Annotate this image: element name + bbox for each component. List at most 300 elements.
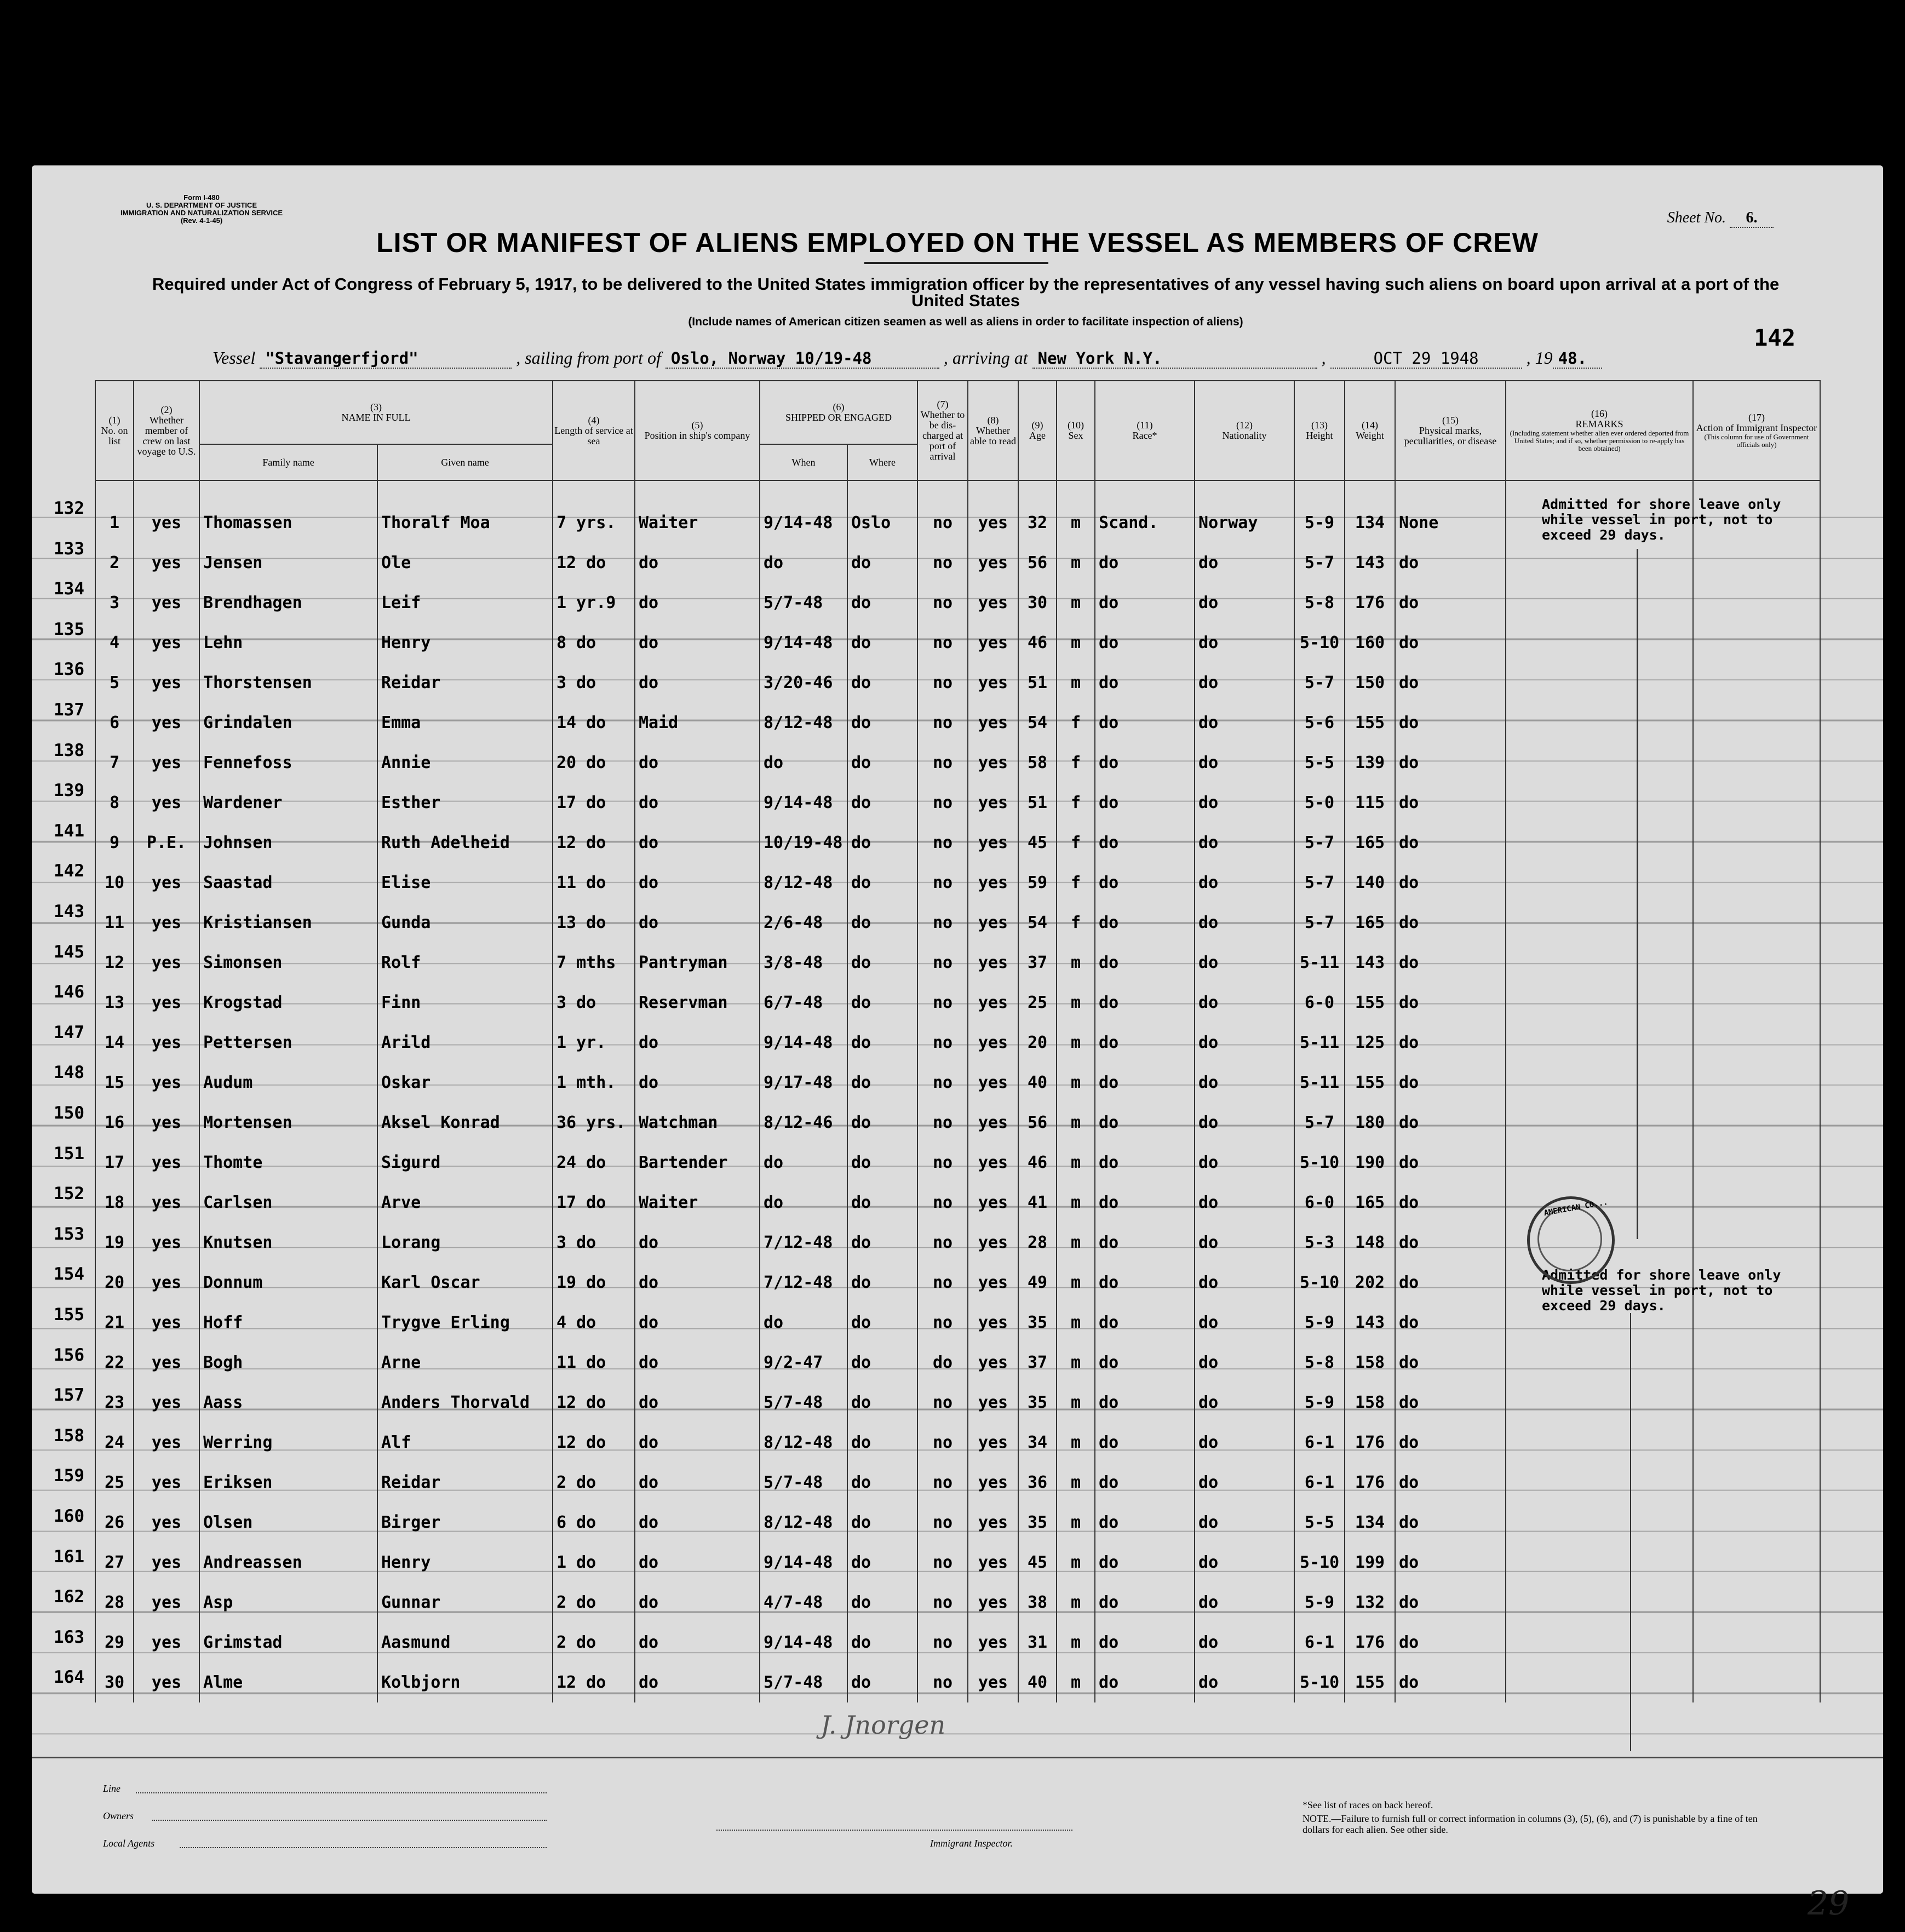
cell-height: 5-8 [1294,1343,1345,1383]
cell-where: do [847,1143,917,1183]
cell-age: 56 [1018,543,1057,583]
cell-disch: no [917,1623,968,1662]
cell-sex: f [1057,703,1095,743]
footer [32,1757,1883,1894]
remark-shore-leave-1: Admitted for shore leave only while vessel in port, not to exceed 29 days. [1542,496,1781,543]
sailing-label: , sailing from port of [516,348,661,368]
cell-read: yes [968,1503,1018,1543]
cell-weight: 165 [1345,823,1395,863]
cell-sex: m [1057,1143,1095,1183]
cell-weight: 176 [1345,583,1395,623]
cell-service: 1 yr. [553,1023,635,1063]
cell-marks: do [1395,1583,1506,1623]
sheet-label: Sheet No. [1667,209,1726,226]
col-header-spacer [1820,381,1842,480]
col-header-no: (1) No. on list [95,381,134,480]
cell-marks: do [1395,543,1506,583]
cell-where: do [847,703,917,743]
table-row [95,903,1842,943]
cell-read: yes [968,943,1018,983]
races-note: *See list of races on back hereof. [1302,1799,1433,1810]
cell-given: Annie [377,743,553,783]
cell-when: 9/17-48 [760,1063,847,1103]
cell-no: 3 [95,583,134,623]
cell-action [1693,983,1820,1023]
cell-no: 26 [95,1503,134,1543]
cell-no: 21 [95,1303,134,1343]
cell-weight: 115 [1345,783,1395,823]
cell-race: do [1095,783,1195,823]
cell-where: do [847,583,917,623]
cell-position: do [635,863,760,903]
table-row [95,663,1842,703]
cell-height: 5-0 [1294,783,1345,823]
cell-weight: 155 [1345,1662,1395,1702]
cell-when: 8/12-48 [760,1423,847,1463]
cell-service: 12 do [553,1662,635,1702]
cell-position: do [635,1662,760,1702]
cell-last: yes [134,1423,199,1463]
cell-given: Aasmund [377,1623,553,1662]
manifest-line-number: 141 [54,821,84,841]
manifest-line-number: 159 [54,1466,84,1486]
cell-disch: no [917,1103,968,1143]
cell-race: do [1095,543,1195,583]
cell-age: 41 [1018,1183,1057,1223]
cell-marks: do [1395,1423,1506,1463]
cell-family: Johnsen [199,823,377,863]
table-row [95,1543,1842,1583]
cell-family: Donnum [199,1263,377,1303]
cell-last: yes [134,623,199,663]
cell-no: 20 [95,1263,134,1303]
manifest-line-number: 146 [54,982,84,1002]
cell-race: Scand. [1095,480,1195,543]
cell-last: yes [134,1063,199,1103]
cell-where: Oslo [847,480,917,543]
cell-given: Ruth Adelheid [377,823,553,863]
cell-where: do [847,783,917,823]
cell-read: yes [968,1263,1018,1303]
cell-sex: m [1057,1343,1095,1383]
table-row [95,823,1842,863]
cell-read: yes [968,663,1018,703]
cell-family: Jensen [199,543,377,583]
cell-read: yes [968,823,1018,863]
col-header-last-voyage: (2) Whether member of crew on last voyage to U.S. [134,381,199,480]
cell-remarks [1506,1503,1693,1543]
cell-given: Arve [377,1183,553,1223]
vessel-line: Vessel "Stavangerfjord" , sailing from port of Oslo, Norway 10/19-48 , arriving at New York N.Y. , OCT 29 1948 , 19 48. [213,348,1602,369]
table-row [95,1662,1842,1702]
manifest-line-number: 157 [54,1385,84,1406]
cell-read: yes [968,1662,1018,1702]
cell-position: Waiter [635,480,760,543]
cell-action [1693,863,1820,903]
cell-given: Thoralf Moa [377,480,553,543]
cell-weight: 176 [1345,1423,1395,1463]
cell-no: 28 [95,1583,134,1623]
cell-read: yes [968,1463,1018,1503]
cell-height: 5-10 [1294,1263,1345,1303]
cell-sex: m [1057,943,1095,983]
cell-where: do [847,1662,917,1702]
cell-nat: do [1195,1503,1294,1543]
cell-sex: m [1057,1583,1095,1623]
cell-disch: no [917,903,968,943]
cell-position: do [635,1343,760,1383]
cell-action [1693,1543,1820,1583]
manifest-line-number: 158 [54,1425,84,1446]
table-row [95,1583,1842,1623]
cell-race: do [1095,1223,1195,1263]
cell-service: 11 do [553,863,635,903]
cell-where: do [847,1223,917,1263]
cell-remarks [1506,1143,1693,1183]
cell-read: yes [968,1023,1018,1063]
cell-remarks [1506,783,1693,823]
cell-given: Gunnar [377,1583,553,1623]
cell-race: do [1095,1063,1195,1103]
cell-service: 2 do [553,1583,635,1623]
inspector-label: Immigrant Inspector. [930,1838,1013,1849]
cell-nat: do [1195,1623,1294,1662]
cell-given: Finn [377,983,553,1023]
cell-weight: 148 [1345,1223,1395,1263]
cell-given: Trygve Erling [377,1303,553,1343]
cell-position: do [635,1303,760,1343]
col-header-service: (4) Length of service at sea [553,381,635,480]
cell-action [1693,1343,1820,1383]
cell-nat: do [1195,1583,1294,1623]
cell-when: 8/12-48 [760,703,847,743]
cell-remarks [1506,1662,1693,1702]
col-header-given-name: Given name [377,444,553,480]
cell-age: 54 [1018,703,1057,743]
cell-service: 7 yrs. [553,480,635,543]
cell-no: 1 [95,480,134,543]
cell-age: 28 [1018,1223,1057,1263]
cell-no: 14 [95,1023,134,1063]
cell-sex: m [1057,1383,1095,1423]
cell-given: Oskar [377,1063,553,1103]
manifest-line-number: 142 [54,861,84,881]
footer-line-field [136,1792,547,1793]
cell-family: Carlsen [199,1183,377,1223]
form-identifier [119,194,284,225]
cell-disch: no [917,1383,968,1423]
cell-nat: do [1195,1223,1294,1263]
cell-age: 56 [1018,1103,1057,1143]
cell-where: do [847,1463,917,1503]
cell-when: 9/2-47 [760,1343,847,1383]
cell-last: yes [134,1543,199,1583]
cell-height: 6-0 [1294,983,1345,1023]
cell-weight: 155 [1345,1063,1395,1103]
cell-no: 23 [95,1383,134,1423]
penalty-note: NOTE.—Failure to furnish full or correct information in columns (3), (5), (6), and (7) is punishable by a fine of ten dollars for each alien. See other side. [1302,1813,1758,1835]
cell-service: 17 do [553,783,635,823]
cell-marks: do [1395,623,1506,663]
cell-sex: m [1057,583,1095,623]
cell-age: 32 [1018,480,1057,543]
cell-nat: do [1195,863,1294,903]
cell-read: yes [968,1383,1018,1423]
cell-remarks [1506,1343,1693,1383]
cell-weight: 155 [1345,703,1395,743]
cell-given: Leif [377,583,553,623]
page-number: 142 [1754,324,1795,351]
year-suffix: 48. [1553,349,1602,369]
cell-remarks [1506,983,1693,1023]
table-row [95,1103,1842,1143]
cell-last: yes [134,663,199,703]
cell-height: 5-10 [1294,1543,1345,1583]
cell-when: 5/7-48 [760,583,847,623]
cell-age: 31 [1018,1623,1057,1662]
crew-table [95,380,1842,1702]
col-header-name: (3) NAME IN FULL [199,381,553,444]
cell-sex: m [1057,480,1095,543]
cell-action [1693,663,1820,703]
cell-age: 45 [1018,823,1057,863]
cell-age: 34 [1018,1423,1057,1463]
manifest-line-number: 161 [54,1546,84,1567]
manifest-line-number: 139 [54,781,84,801]
table-row [95,1143,1842,1183]
cell-action [1693,1223,1820,1263]
cell-sex: m [1057,1543,1095,1583]
cell-age: 35 [1018,1503,1057,1543]
cell-weight: 190 [1345,1143,1395,1183]
cell-read: yes [968,783,1018,823]
page-title: LIST OR MANIFEST OF ALIENS EMPLOYED ON THE VESSEL AS MEMBERS OF CREW [376,227,1539,258]
cell-where: do [847,863,917,903]
col-header-when: When [760,444,847,480]
cell-where: do [847,903,917,943]
cell-weight: 134 [1345,480,1395,543]
cell-family: Saastad [199,863,377,903]
manifest-line-number: 133 [54,538,84,559]
cell-race: do [1095,1103,1195,1143]
cell-age: 37 [1018,943,1057,983]
cell-marks: do [1395,1103,1506,1143]
table-row [95,863,1842,903]
cell-when: do [760,1143,847,1183]
cell-age: 40 [1018,1662,1057,1702]
cell-remarks [1506,1103,1693,1143]
requirement-text: Required under Act of Congress of February 5, 1917, to be delivered to the United States immigration officer by the representatives of any vessel having such aliens on board upon arrival at a port of the United States [152,274,1780,310]
cell-nat: do [1195,823,1294,863]
cell-nat: do [1195,543,1294,583]
cell-last: yes [134,1263,199,1303]
cell-race: do [1095,623,1195,663]
footer-line-label: Line [103,1783,121,1794]
cell-marks: do [1395,1143,1506,1183]
manifest-line-number: 147 [54,1022,84,1042]
cell-last: yes [134,983,199,1023]
table-row [95,1423,1842,1463]
cell-weight: 139 [1345,743,1395,783]
cell-remarks [1506,703,1693,743]
cell-no: 9 [95,823,134,863]
table-row [95,703,1842,743]
cell-disch: no [917,1463,968,1503]
cell-service: 1 yr.9 [553,583,635,623]
cell-where: do [847,1383,917,1423]
cell-age: 51 [1018,663,1057,703]
cell-when: 7/12-48 [760,1223,847,1263]
cell-no: 30 [95,1662,134,1702]
cell-given: Reidar [377,663,553,703]
cell-weight: 150 [1345,663,1395,703]
cell-no: 8 [95,783,134,823]
cell-nat: do [1195,1023,1294,1063]
cell-age: 20 [1018,1023,1057,1063]
cell-where: do [847,823,917,863]
cell-race: do [1095,1343,1195,1383]
cell-age: 38 [1018,1583,1057,1623]
cell-disch: no [917,743,968,783]
cell-sex: m [1057,1463,1095,1503]
cell-sex: m [1057,1263,1095,1303]
cell-given: Ole [377,543,553,583]
cell-last: yes [134,1583,199,1623]
cell-when: 5/7-48 [760,1463,847,1503]
cell-action [1693,903,1820,943]
cell-action [1693,743,1820,783]
cell-nat: do [1195,1183,1294,1223]
cell-race: do [1095,1263,1195,1303]
cell-age: 36 [1018,1463,1057,1503]
cell-position: do [635,1383,760,1423]
cell-marks: do [1395,1303,1506,1343]
cell-sex: m [1057,1303,1095,1343]
cell-age: 59 [1018,863,1057,903]
manifest-line-number: 154 [54,1264,84,1285]
cell-no: 16 [95,1103,134,1143]
col-header-weight: (14) Weight [1345,381,1395,480]
cell-height: 5-9 [1294,480,1345,543]
cell-sex: f [1057,823,1095,863]
cell-where: do [847,623,917,663]
cell-disch: no [917,1143,968,1183]
cell-nat: do [1195,983,1294,1023]
cell-marks: do [1395,1023,1506,1063]
cell-weight: 125 [1345,1023,1395,1063]
cell-family: Werring [199,1423,377,1463]
title-underline [864,262,1048,264]
cell-weight: 155 [1345,983,1395,1023]
cell-nat: do [1195,1343,1294,1383]
cell-read: yes [968,863,1018,903]
table-row [95,1343,1842,1383]
cell-weight: 143 [1345,1303,1395,1343]
cell-disch: no [917,623,968,663]
arrival-date-stamp: OCT 29 1948 [1330,349,1522,369]
cell-marks: do [1395,1183,1506,1223]
arriving-label: , arriving at [943,348,1028,368]
cell-family: Asp [199,1583,377,1623]
sheet-value: 6. [1730,209,1774,228]
cell-disch: no [917,543,968,583]
cell-position: do [635,1423,760,1463]
cell-given: Kolbjorn [377,1662,553,1702]
cell-age: 45 [1018,1543,1057,1583]
cell-read: yes [968,1103,1018,1143]
cell-marks: do [1395,1503,1506,1543]
cell-nat: do [1195,1383,1294,1423]
cell-nat: do [1195,583,1294,623]
cell-nat: do [1195,783,1294,823]
col-header-action: (17) Action of Immigrant Inspector (This column for use of Government officials only) [1693,381,1820,480]
cell-disch: no [917,480,968,543]
cell-where: do [847,943,917,983]
cell-service: 14 do [553,703,635,743]
cell-nat: do [1195,1103,1294,1143]
cell-position: do [635,1223,760,1263]
cell-disch: do [917,1343,968,1383]
cell-no: 15 [95,1063,134,1103]
cell-where: do [847,663,917,703]
cell-marks: do [1395,823,1506,863]
cell-no: 2 [95,543,134,583]
cell-position: do [635,1463,760,1503]
manifest-line-number: 155 [54,1305,84,1325]
cell-action [1693,1183,1820,1223]
cell-when: 2/6-48 [760,903,847,943]
cell-where: do [847,1263,917,1303]
cell-given: Karl Oscar [377,1263,553,1303]
cell-marks: do [1395,1343,1506,1383]
cell-nat: do [1195,703,1294,743]
col-header-height: (13) Height [1294,381,1345,480]
cell-weight: 132 [1345,1583,1395,1623]
cell-family: Grindalen [199,703,377,743]
col-header-position: (5) Position in ship's company [635,381,760,480]
cell-race: do [1095,1423,1195,1463]
manifest-line-number: 150 [54,1103,84,1123]
cell-position: Maid [635,703,760,743]
cell-action [1693,943,1820,983]
cell-weight: 140 [1345,863,1395,903]
cell-height: 5-10 [1294,1143,1345,1183]
cell-given: Rolf [377,943,553,983]
cell-race: do [1095,1662,1195,1702]
cell-no: 27 [95,1543,134,1583]
cell-position: do [635,1623,760,1662]
cell-where: do [847,1063,917,1103]
requirement-note: (Include names of American citizen seamen as well as aliens in order to facilitate inspection of aliens) [688,316,1243,328]
col-header-shipped: (6) SHIPPED OR ENGAGED [760,381,917,444]
cell-service: 2 do [553,1463,635,1503]
cell-race: do [1095,583,1195,623]
col-header-nationality: (12) Nationality [1195,381,1294,480]
cell-height: 6-0 [1294,1183,1345,1223]
col-header-race: (11) Race* [1095,381,1195,480]
cell-remarks [1506,1423,1693,1463]
cell-nat: do [1195,1543,1294,1583]
cell-weight: 202 [1345,1263,1395,1303]
cell-family: Simonsen [199,943,377,983]
cell-remarks [1506,863,1693,903]
cell-height: 5-8 [1294,583,1345,623]
cell-service: 24 do [553,1143,635,1183]
cell-no: 25 [95,1463,134,1503]
cell-disch: no [917,1662,968,1702]
cell-disch: no [917,1223,968,1263]
manifest-line-number: 160 [54,1506,84,1526]
